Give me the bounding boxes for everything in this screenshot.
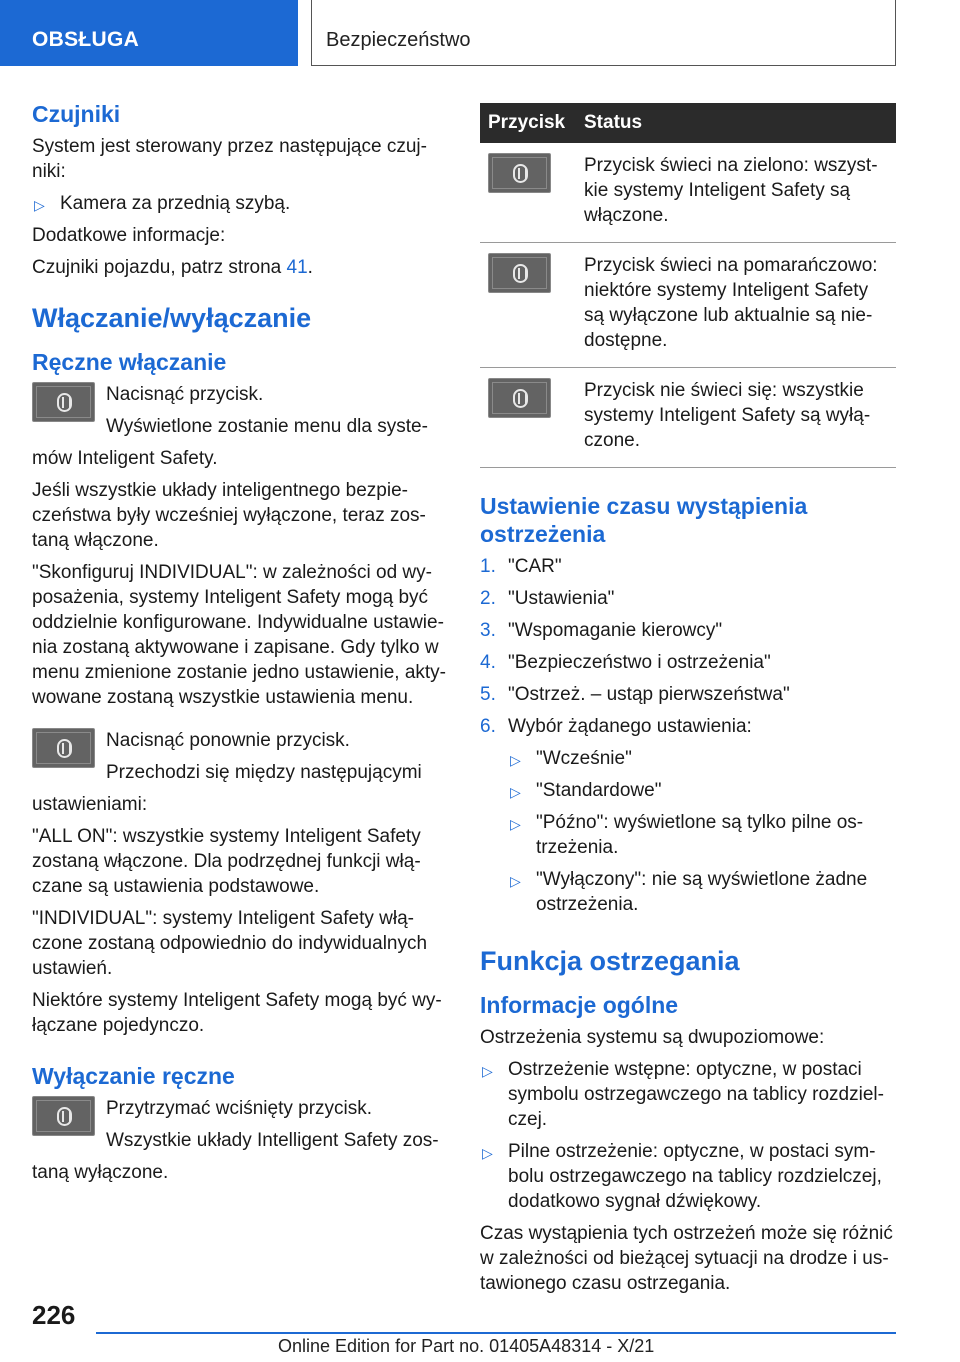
list-item — [480, 778, 896, 803]
table-header: Status — [576, 103, 896, 143]
step-number: 5. — [480, 684, 496, 705]
intelligent-safety-button-icon — [32, 1096, 95, 1136]
text-czas: Czas wystąpienia tych ostrzeżeń może się różnić w zależności od bieżącej sytuacji na drodze i us-tawionego czasu ostrzegania. — [480, 1223, 893, 1294]
instruction-text: Wszystkie układy Intelligent Safety zos- — [106, 1130, 439, 1151]
step-text: "CAR" — [508, 556, 562, 577]
safety-symbol-icon — [57, 739, 72, 758]
text-allon: "ALL ON": wszystkie systemy Inteligent Safety zostaną włączone. Dla podrzędnej funkcji włą-czane są ustawienia podstawowe. — [32, 826, 421, 897]
page-header — [0, 0, 960, 66]
table-cell-status: Przycisk świeci na pomarańczowo: niektóre systemy Inteligent Safety są wyłączone lub aktualnie są nie-dostępne. — [576, 243, 896, 368]
list-item — [480, 682, 896, 707]
edition-text: Online Edition for Part no. 01405A48314 - X/21 — [278, 1336, 655, 1356]
list-item — [480, 714, 896, 739]
heading-ustawienie: Ustawienie czasu wystąpienia ostrzeżenia — [480, 493, 808, 547]
text-system: System jest sterowany przez następujące czuj-niki: — [32, 136, 427, 182]
bullet-triangle-icon: ▷ — [34, 197, 45, 213]
step-number: 2. — [480, 588, 496, 609]
step-number: 6. — [480, 716, 496, 737]
table-cell-icon — [480, 143, 576, 243]
text-ustawieniami: ustawieniami: — [32, 794, 148, 815]
step-text: Wybór żądanego ustawienia: — [508, 716, 752, 737]
instruction-text: Przytrzymać wciśnięty przycisk. — [106, 1098, 373, 1119]
button-instruction-2 — [32, 728, 447, 785]
list-item — [480, 1057, 896, 1132]
heading-czujniki: Czujniki — [32, 101, 121, 127]
bullet-text: Ostrzeżenie wstępne: optyczne, w postaci symbolu ostrzegawczego na tablicy rozdziel-czej. — [508, 1059, 884, 1130]
list-item — [480, 867, 896, 917]
option-text: "Wcześnie" — [536, 748, 632, 769]
intelligent-safety-button-icon — [32, 728, 95, 768]
footer-divider — [96, 1332, 896, 1334]
chapter-label: Bezpieczeństwo — [326, 29, 471, 51]
text-individual: "INDIVIDUAL": systemy Inteligent Safety włą-czone zostaną odpowiednio do indywidualnych ustawień. — [32, 908, 428, 979]
button-orange-icon — [488, 253, 551, 293]
intelligent-safety-button-icon — [32, 382, 95, 422]
safety-symbol-icon — [513, 389, 528, 408]
option-text: "Wyłączony": nie są wyświetlone żadne ostrzeżenia. — [536, 869, 868, 915]
instruction-text: Nacisnąć przycisk. — [106, 384, 264, 405]
ref-text: Czujniki pojazdu, patrz strona — [32, 257, 287, 278]
page-number: 226 — [32, 1300, 76, 1330]
status-table — [480, 103, 896, 468]
chapter-box — [311, 0, 896, 66]
step-number: 4. — [480, 652, 496, 673]
safety-symbol-icon — [57, 1107, 72, 1126]
section-tab — [0, 0, 298, 66]
step-text: "Bezpieczeństwo i ostrzeżenia" — [508, 652, 771, 673]
table-cell-status: Przycisk nie świeci się: wszystkie systemy Inteligent Safety są wyłą-czone. — [576, 368, 896, 468]
page-link[interactable]: 41 — [286, 257, 308, 278]
table-cell-icon — [480, 243, 576, 368]
list-item — [480, 586, 896, 611]
list-item — [480, 746, 896, 771]
button-off-icon — [488, 378, 551, 418]
bullet-triangle-icon: ▷ — [482, 1145, 493, 1161]
heading-reczne-wlaczanie: Ręczne włączanie — [32, 349, 227, 375]
table-row — [480, 368, 896, 468]
text-czujniki-ref — [32, 255, 447, 280]
table-cell-status: Przycisk świeci na zielono: wszyst-kie systemy Inteligent Safety są włączone. — [576, 143, 896, 243]
instruction-text: Wyświetlone zostanie menu dla syste- — [106, 416, 428, 437]
text-jesli: Jeśli wszystkie układy inteligentnego bezpie-czeństwa były wcześniej wyłączone, teraz zos-taną włączone. — [32, 480, 426, 551]
option-text: "Późno": wyświetlone są tylko pilne os-trzeżenia. — [536, 812, 864, 858]
bullet-triangle-icon: ▷ — [510, 873, 521, 889]
button-green-icon — [488, 153, 551, 193]
step-text: "Wspomaganie kierowcy" — [508, 620, 723, 641]
table-header: Przycisk — [480, 103, 576, 143]
list-item — [480, 618, 896, 643]
bullet-text: Pilne ostrzeżenie: optyczne, w postaci sym-bolu ostrzegawczego na tablicy rozdzielczej, dodatkowo sygnał dźwiękowy. — [508, 1141, 882, 1212]
table-header-row — [480, 103, 896, 143]
bullet-triangle-icon: ▷ — [482, 1063, 493, 1079]
option-text: "Standardowe" — [536, 780, 662, 801]
list-item — [480, 554, 896, 579]
list-item — [480, 650, 896, 675]
button-instruction-1 — [32, 382, 447, 439]
left-column — [32, 100, 447, 1192]
step-number: 1. — [480, 556, 496, 577]
steps-list — [480, 554, 896, 917]
list-item — [480, 810, 896, 860]
table-row — [480, 243, 896, 368]
heading-wylaczanie: Wyłączanie ręczne — [32, 1063, 235, 1089]
safety-symbol-icon — [513, 164, 528, 183]
bullet-triangle-icon: ▷ — [510, 784, 521, 800]
text-tana: taną wyłączone. — [32, 1162, 169, 1183]
safety-symbol-icon — [513, 264, 528, 283]
text-ostrzezenia: Ostrzeżenia systemu są dwupoziomowe: — [480, 1027, 825, 1048]
bullet-kamera — [32, 191, 447, 216]
text-niektore: Niektóre systemy Inteligent Safety mogą być wy-łączane pojedynczo. — [32, 990, 442, 1036]
ref-end: . — [307, 257, 313, 278]
heading-informacje: Informacje ogólne — [480, 992, 679, 1018]
text-mow: mów Inteligent Safety. — [32, 448, 218, 469]
step-text: "Ostrzeż. – ustąp pierwszeństwa" — [508, 684, 790, 705]
text-dodatkowe: Dodatkowe informacje: — [32, 225, 226, 246]
step-text: "Ustawienia" — [508, 588, 615, 609]
heading-wlaczanie: Włączanie/wyłączanie — [32, 303, 312, 333]
list-item — [480, 1139, 896, 1214]
safety-symbol-icon — [57, 393, 72, 412]
table-cell-icon — [480, 368, 576, 468]
text-skonfiguruj: "Skonfiguruj INDIVIDUAL": w zależności od wy-posażenia, systemy Inteligent Safety mogą być oddzielnie konfigurowane. Indywidualne ustawie-nia zostaną aktywowane i zapisane. Gdy tylko w menu zmienione zostanie jedno ustawienie, akty-wowane zostaną wszystkie ustawienia menu. — [32, 562, 447, 708]
bullet-text: Kamera za przednią szybą. — [60, 193, 291, 214]
bullet-triangle-icon: ▷ — [510, 752, 521, 768]
button-instruction-3 — [32, 1096, 447, 1153]
step-number: 3. — [480, 620, 496, 641]
table-row — [480, 143, 896, 243]
heading-funkcja: Funkcja ostrzegania — [480, 946, 740, 976]
instruction-text: Nacisnąć ponownie przycisk. — [106, 730, 350, 751]
section-label: OBSŁUGA — [32, 28, 140, 51]
instruction-text: Przechodzi się między następującymi — [106, 762, 422, 783]
right-column — [480, 103, 896, 1303]
bullet-triangle-icon: ▷ — [510, 816, 521, 832]
